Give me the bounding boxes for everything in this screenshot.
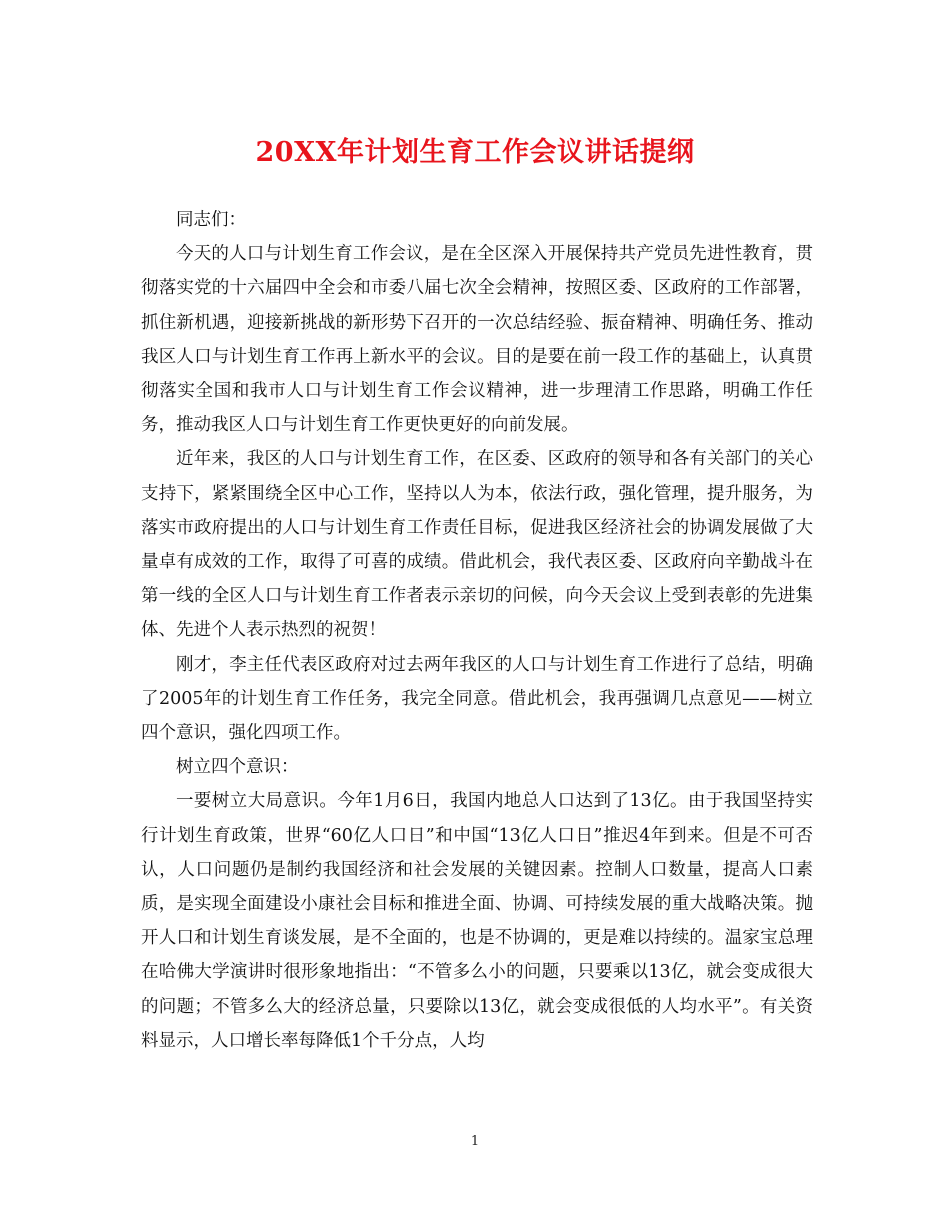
body-paragraph: 今天的人口与计划生育工作会议，是在全区深入开展保持共产党员先进性教育，贯彻落实党的十六届四中全会和市委八届七次全会精神，按照区委、区政府的工作部署，抓住新机遇，迎接新挑战的新形势下召开的一次总结经验、振奋精神、明确任务、推动我区人口与计划生育工作再上新水平的会议。目的是要在前一段工作的基础上，认真贯彻落实全国和我市人口与计划生育工作会议精神，进一步理清工作思路，明确工作任务，推动我区人口与计划生育工作更快更好的向前发展。 bbox=[141, 244, 813, 436]
salutation-paragraph: 同志们： bbox=[176, 210, 246, 230]
document-body bbox=[141, 203, 813, 1058]
body-paragraph: 近年来，我区的人口与计划生育工作，在区委、区政府的领导和各有关部门的关心支持下，紧紧围绕全区中心工作，坚持以人为本，依法行政，强化管理，提升服务，为落实市政府提出的人口与计划生育工作责任目标，促进我区经济社会的协调发展做了大量卓有成效的工作，取得了可喜的成绩。借此机会，我代表区委、区政府向辛勤战斗在第一线的全区人口与计划生育工作者表示亲切的问候，向今天会议上受到表彰的先进集体、先进个人表示热烈的祝贺！ bbox=[141, 449, 813, 641]
section-heading-paragraph: 树立四个意识： bbox=[176, 757, 299, 778]
document-title: 20XX年计划生育工作会议讲话提纲 bbox=[255, 137, 695, 168]
page-number: 1 bbox=[470, 1134, 480, 1149]
body-paragraph: 刚才，李主任代表区政府对过去两年我区的人口与计划生育工作进行了总结，明确了2005年的计划生育工作任务，我完全同意。借此机会，我再强调几点意见——树立四个意识，强化四项工作。 bbox=[141, 654, 813, 744]
body-paragraph: 一要树立大局意识。今年1月6日，我国内地总人口达到了13亿。由于我国坚持实行计划生育政策，世界“60亿人口日”和中国“13亿人口日”推迟4年到来。但是不可否认，人口问题仍是制约我国经济和社会发展的关键因素。控制人口数量，提高人口素质，是实现全面建设小康社会目标和推进全面、协调、可持续发展的重大战略决策。抛开人口和计划生育谈发展，是不全面的，也是不协调的，更是难以持续的。温家宝总理在哈佛大学演讲时很形象地指出：“不管多么小的问题，只要乘以13亿，就会变成很大的问题；不管多么大的经济总量，只要除以13亿，就会变成很低的人均水平”。有关资料显示，人口增长率每降低1个千分点，人均 bbox=[141, 791, 813, 1051]
